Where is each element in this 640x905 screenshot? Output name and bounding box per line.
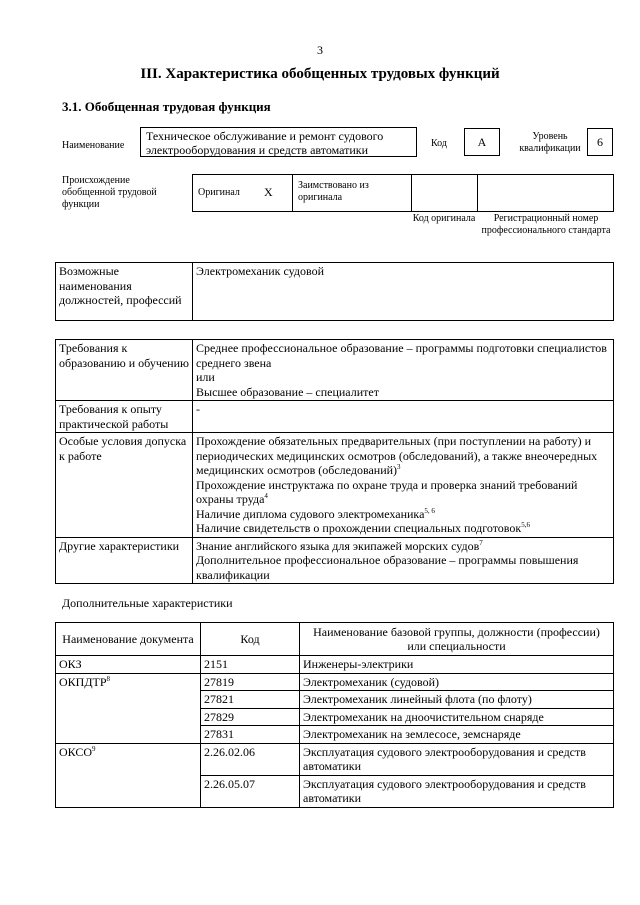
requirement-line: Наличие диплома судового электромеханика xyxy=(196,506,425,521)
additional-title: Дополнительные характеристики xyxy=(62,596,233,610)
requirement-line: или xyxy=(196,370,215,384)
requirement-line: - xyxy=(196,402,200,416)
requirements-table xyxy=(55,339,614,584)
code-cell: 2151 xyxy=(201,656,300,674)
page-number: 3 xyxy=(317,43,323,57)
footnote-ref: 5, 6 xyxy=(424,506,435,515)
name-cell: Электромеханик линейный флота (по флоту) xyxy=(300,691,614,709)
requirement-line: Наличие свидетельств о прохождении специальных подготовок xyxy=(196,521,522,535)
origin-divider-1 xyxy=(292,174,293,212)
name-cell: Эксплуатация судового электрооборудования и средств автоматики xyxy=(300,775,614,807)
requirements-row-conditions xyxy=(56,433,614,538)
name-cell: Электромеханик (судовой) xyxy=(300,673,614,691)
name-cell: Инженеры-электрики xyxy=(300,656,614,674)
positions-label: Возможные наименования должностей, профессий xyxy=(56,263,193,321)
name-cell: Эксплуатация судового электрооборудования и средств автоматики xyxy=(300,743,614,775)
requirement-line: Прохождение инструктажа по охране труда и проверка знаний требований охраны труда xyxy=(196,477,578,506)
reg-number-label: Регистрационный номер профессионального стандарта xyxy=(481,213,611,236)
origin-divider-2 xyxy=(411,174,412,212)
name-cell: Электромеханик на дноочистительном снаряде xyxy=(300,708,614,726)
requirements-row-other xyxy=(56,537,614,584)
function-code-value: А xyxy=(464,128,500,156)
requirements-row-experience xyxy=(56,401,614,433)
doc-cell: ОКСО xyxy=(59,744,93,759)
function-name-label: Наименование xyxy=(62,140,125,151)
table-row xyxy=(56,656,614,674)
section-title: III. Характеристика обобщенных трудовых функций xyxy=(140,66,500,82)
qualification-level-label: Уровень квалификации xyxy=(519,131,581,154)
code-cell: 27831 xyxy=(201,726,300,744)
doc-cell: ОКПДТР xyxy=(59,674,107,689)
header-document: Наименование документа xyxy=(56,623,201,656)
footnote-ref: 7 xyxy=(479,538,483,547)
doc-cell: ОКЗ xyxy=(59,657,82,671)
requirement-line: Дополнительное профессиональное образование – программы повышения квалификации xyxy=(196,553,579,582)
code-cell: 27829 xyxy=(201,708,300,726)
origin-label: Происхождение обобщенной трудовой функции xyxy=(62,175,157,210)
origin-divider-3 xyxy=(477,174,478,212)
footnote-ref: 3 xyxy=(397,463,401,471)
code-cell: 2.26.02.06 xyxy=(201,743,300,775)
header-name: Наименование базовой группы, должности (профессии) или специальности xyxy=(300,623,614,656)
original-mark: X xyxy=(264,185,273,199)
subsection-title: 3.1. Обобщенная трудовая функция xyxy=(62,99,271,114)
requirement-line: Знание английского языка для экипажей морских судов xyxy=(196,538,480,553)
qualification-level-value: 6 xyxy=(587,128,613,156)
positions-value: Электромеханик судовой xyxy=(193,263,614,321)
borrowed-label: Заимствовано из оригинала xyxy=(298,180,369,203)
table-row xyxy=(56,743,614,775)
requirement-label: Другие характеристики xyxy=(56,537,193,584)
footnote-ref: 5,6 xyxy=(521,521,530,529)
positions-table xyxy=(55,262,614,321)
function-code-label: Код xyxy=(431,138,447,149)
name-cell: Электромеханик на землесосе, земснаряде xyxy=(300,726,614,744)
requirement-line: Среднее профессиональное образование – программы подготовки специалистов среднего звена xyxy=(196,341,607,370)
requirement-label: Особые условия допуска к работе xyxy=(56,433,193,538)
positions-row xyxy=(56,263,614,321)
code-cell: 27821 xyxy=(201,691,300,709)
requirement-line: Прохождение обязательных предварительных (при поступлении на работу) и периодических медицинских осмотров (обследований), а также внеочередных медицинских осмотров (обследований) xyxy=(196,434,598,477)
original-label: Оригинал xyxy=(198,187,240,198)
requirement-label: Требования к опыту практической работы xyxy=(56,401,193,433)
footnote-ref: 9 xyxy=(92,744,96,753)
additional-header-row xyxy=(56,623,614,656)
footnote-ref: 8 xyxy=(106,674,111,683)
requirements-row-education xyxy=(56,340,614,401)
code-original-label: Код оригинала xyxy=(412,213,476,224)
header-code: Код xyxy=(201,623,300,656)
code-cell: 27819 xyxy=(201,673,300,691)
requirement-label: Требования к образованию и обучению xyxy=(56,340,193,401)
footnote-ref: 4 xyxy=(264,492,268,500)
table-row xyxy=(56,673,614,691)
additional-table xyxy=(55,622,614,808)
requirement-line: Высшее образование – специалитет xyxy=(196,384,379,399)
code-cell: 2.26.05.07 xyxy=(201,775,300,807)
function-name-value: Техническое обслуживание и ремонт судового электрооборудования и средств автоматики xyxy=(140,127,417,157)
